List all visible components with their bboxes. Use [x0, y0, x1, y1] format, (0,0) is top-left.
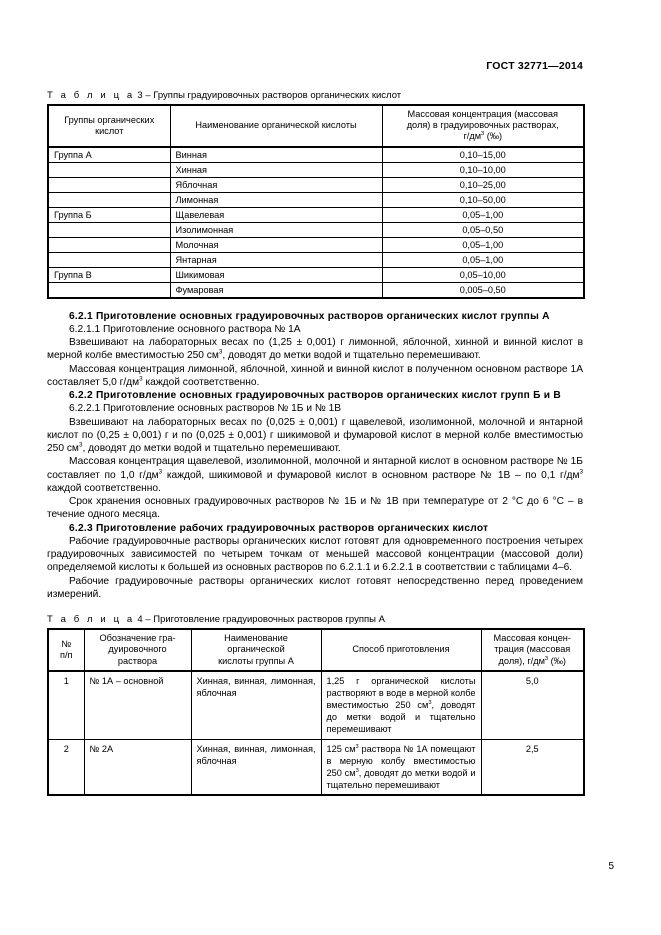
table-row: [48, 739, 584, 795]
table4-header-designation: [84, 629, 191, 671]
table3-cell-concentration: 0,05–1,00: [382, 207, 584, 222]
table4-cell-method: [321, 739, 481, 795]
table4-header-designation-line2: дуировочного: [108, 644, 167, 655]
table4-cell-designation: № 2А: [84, 739, 191, 795]
heading-6-2-1: 6.2.1 Приготовление основных градуировочных растворов органических кислот группы А: [69, 310, 550, 322]
table3-body: [48, 147, 584, 298]
table4-cell-method: [321, 671, 481, 739]
p6221c-mid: до 6: [523, 496, 553, 508]
table3-cell-group: [48, 177, 170, 192]
table4-method-post: , доводят до метки водой и тщательно перемешивают: [326, 767, 476, 790]
table4-header-number-line1: №: [61, 638, 72, 649]
table-row: [48, 237, 584, 252]
table4-header-method: Способ приготовления: [321, 629, 481, 671]
table3-cell-acid: Яблочная: [170, 177, 382, 192]
table3-header-units-permille: (‰): [484, 131, 503, 142]
p6221b-superscript-2: 3: [579, 468, 583, 476]
table4-body: [48, 671, 584, 795]
table3-header-units-superscript: 3: [481, 131, 485, 138]
p6221b-superscript-1: 3: [158, 468, 163, 476]
table4-caption-text: Приготовление градуировочных растворов группы А: [153, 614, 385, 626]
paragraph-6-2-1-1-concentration: [47, 363, 583, 390]
table3-header-concentration-line1: Массовая концентрация (массовая: [407, 109, 558, 119]
table3-cell-group: [48, 252, 170, 267]
table4-header-number-line2: п/п: [59, 649, 73, 660]
table3-caption-label: Т а б л и ц а: [47, 90, 135, 101]
table3-cell-concentration: 0,10–15,00: [382, 147, 584, 163]
table4-header-concentration: [481, 629, 584, 671]
table4-method-mid: раствора № 1А помещают в мерную колбу вместимостью 250 см: [326, 743, 476, 778]
table3-cell-acid: Янтарная: [170, 252, 382, 267]
table3-cell-group: [48, 162, 170, 177]
table3-cell-group: [48, 192, 170, 207]
table4-cell-acid: Хинная, винная, лимонная, яблочная: [191, 671, 321, 739]
p6221a-pre: Взвешивают на лабораторных весах по (0,025 ± 0,001) г щавелевой, изолимонной, молочной и янтарной кислот по (0,25 ± 0,001) г и по (0,025 ± 0,001) г шикимовой и фумаровой кислот в мерной колбе вместимостью 250 см: [47, 416, 583, 455]
table4-header-concentration-line2: трация (массовая: [494, 644, 571, 655]
table-row: [48, 177, 584, 192]
table3-cell-acid: Фумаровая: [170, 282, 382, 298]
table3-cell-acid: Щавелевая: [170, 207, 382, 222]
table4-header-units-superscript: 3: [544, 655, 549, 662]
table-row: [48, 671, 584, 739]
table3-cell-concentration: 0,05–10,00: [382, 267, 584, 282]
table4-cell-concentration: 5,0: [481, 671, 584, 739]
table3-cell-group: [48, 222, 170, 237]
table3-cell-acid: Лимонная: [170, 192, 382, 207]
table-groups-of-calibration-solutions: [47, 104, 585, 299]
table3-cell-group: [48, 282, 170, 298]
paragraph-6-2-2-1-weighing: [47, 416, 583, 456]
paragraph-6-2-2-1-title: 6.2.2.1 Приготовление основных растворов № 1Б и № 1В: [69, 403, 342, 415]
p6211b-superscript: 3: [139, 375, 143, 383]
table3-caption-dash: –: [145, 90, 151, 101]
table3-header-concentration-units: г/дм: [463, 131, 482, 142]
table4-method-superscript: 3: [355, 767, 359, 774]
paragraph-6-2-3-preparation-timing: Рабочие градуировочные растворы органических кислот готовят непосредственно перед проведением измерений.: [47, 575, 583, 600]
table-row: [48, 222, 584, 237]
table4-cell-number: 2: [48, 739, 84, 795]
table3-cell-acid: Изолимонная: [170, 222, 382, 237]
p6211a-superscript: 3: [218, 349, 223, 357]
table4-method-superscript-0: 3: [355, 743, 359, 750]
heading-6-2-2: 6.2.2 Приготовление основных градуировочных растворов органических кислот групп Б и В: [69, 390, 562, 402]
table3-cell-group: Группа В: [48, 267, 170, 282]
table4-caption-number: 4: [137, 614, 143, 626]
paragraph-6-2-2-1-concentration: [47, 455, 583, 495]
table4-cell-acid: Хинная, винная, лимонная, яблочная: [191, 739, 321, 795]
table4-header-acid-line3: кислоты группы А: [218, 655, 294, 666]
table4-header-acid-line1: Наименование: [224, 633, 288, 644]
table-row: [48, 192, 584, 207]
p6211b-pre: Массовая концентрация лимонной, яблочной, хинной и винной кислот в полученном основном растворе 1А составляет 5,0 г/дм: [47, 363, 583, 388]
table3-header-acid-name: Наименование органической кислоты: [170, 105, 382, 147]
table3-caption-number: 3: [137, 90, 143, 101]
table-row: [48, 147, 584, 163]
table3-caption-text: Группы градуировочных растворов органических кислот: [153, 90, 402, 101]
p6221a-post: , доводят до метки водой и тщательно перемешивают.: [82, 443, 341, 455]
table3-cell-group: Группа А: [48, 147, 170, 163]
page-number: 5: [608, 861, 614, 872]
table4-method-superscript: 3: [428, 700, 432, 707]
table4-header-row: [48, 629, 584, 671]
paragraph-6-2-2-1-storage: [47, 495, 583, 522]
table-row: [48, 282, 584, 298]
table4-header-number: [48, 629, 84, 671]
table3-cell-group: Группа Б: [48, 207, 170, 222]
table4-header-acid-name: [191, 629, 321, 671]
table4-cell-number: 1: [48, 671, 84, 739]
table3-cell-concentration: 0,05–1,00: [382, 237, 584, 252]
p6211a-pre: Взвешивают на лабораторных весах по (1,25 ± 0,001) г лимонной, яблочной, хинной и винной кислот в мерной колбе вместимостью 250 см: [47, 337, 583, 362]
body-text: [47, 310, 583, 602]
table3-header-acid-groups: Группы органических кислот: [48, 105, 170, 147]
p6221b-pre: Массовая концентрация щавелевой, изолимонной, молочной и янтарной кислот в основном растворе № 1Б составляет по 1,0 г/дм: [47, 456, 583, 481]
table3-cell-concentration: 0,10–10,00: [382, 162, 584, 177]
table4-caption: [47, 614, 583, 625]
p6221b-mid: каждой, шикимовой и фумаровой кислот в основном растворе № 1В – по 0,1 г/дм: [162, 469, 580, 481]
table3-cell-concentration: 0,05–0,50: [382, 222, 584, 237]
table3-cell-acid: Хинная: [170, 162, 382, 177]
paragraph-6-2-1-1-weighing: [47, 336, 583, 363]
p6211b-post: каждой соответственно.: [142, 376, 260, 388]
table4-header-designation-line3: раствора: [117, 655, 158, 666]
table4-header-concentration-line1: Массовая концен-: [493, 633, 571, 644]
p6221c-degrees-1: °С: [511, 496, 524, 508]
table3-header-row: [48, 105, 584, 147]
p6221c-post: – в течение одного месяца.: [47, 496, 583, 521]
table3-cell-group: [48, 237, 170, 252]
paragraph-6-2-1-1-title: 6.2.1.1 Приготовление основного раствора № 1А: [69, 323, 301, 335]
p6221c-pre: Срок хранения основных градуировочных растворов № 1Б и № 1В при температуре от 2: [69, 496, 512, 508]
table3-cell-concentration: 0,005–0,50: [382, 282, 584, 298]
table4-caption-dash: –: [145, 614, 151, 626]
table3-cell-concentration: 0,10–25,00: [382, 177, 584, 192]
table4-header-acid-line2: органической: [227, 644, 285, 655]
table4-caption-label: Т а б л и ц а: [47, 614, 135, 626]
page-content: [47, 60, 583, 796]
table-row: [48, 252, 584, 267]
table4-header-designation-line1: Обозначение гра-: [99, 633, 176, 644]
table4-header-units-permille: (‰): [548, 655, 566, 666]
spacer-before-table4: [47, 601, 583, 614]
document-standard-header: ГОСТ 32771—2014: [486, 60, 583, 72]
table3-cell-acid: Шикимовая: [170, 267, 382, 282]
table3-header-concentration: [382, 105, 584, 147]
table3-cell-acid: Винная: [170, 147, 382, 163]
table4-header-concentration-units: доля), г/дм: [498, 655, 545, 666]
p6211a-post: , доводят до метки водой и тщательно перемешивают.: [222, 350, 481, 362]
table4-method-post: , доводят до метки водой и тщательно перемешивают: [326, 700, 476, 735]
table3-header-concentration-line2: доля) в градуировочных растворах,: [406, 120, 559, 131]
table4-method-pre: 1,25 г органической кислоты растворяют в воде в мерной колбе вместимостью 250 см: [326, 675, 476, 711]
table3-cell-concentration: 0,10–50,00: [382, 192, 584, 207]
p6221a-superscript: 3: [78, 441, 83, 449]
table3-cell-acid: Молочная: [170, 237, 382, 252]
p6221b-post: каждой соответственно.: [47, 482, 161, 494]
table4-method-pre: 125 см: [326, 743, 356, 754]
table-row: [48, 207, 584, 222]
table4-cell-concentration: 2,5: [481, 739, 584, 795]
table3-caption: [47, 90, 583, 101]
p6221c-degrees-2: °С: [552, 496, 564, 508]
table3-cell-concentration: 0,05–1,00: [382, 252, 584, 267]
table-row: [48, 162, 584, 177]
table-preparation-of-group-a-solutions: [47, 628, 585, 796]
table4-cell-designation: № 1А – основной: [84, 671, 191, 739]
heading-6-2-3: 6.2.3 Приготовление рабочих градуировочных растворов органических кислот: [69, 522, 489, 534]
table-row: [48, 267, 584, 282]
paragraph-6-2-3-working-solutions: Рабочие градуировочные растворы органических кислот готовят для одновременного построения четырех градуировочных зависимостей по четырем точкам от меньшей массовой концентрации (массовой доли) определяемой кислоты к большей из основных растворов по 6.2.1.1 и 6.2.2.1 в соответствии с таблицами 4–6.: [47, 535, 583, 574]
